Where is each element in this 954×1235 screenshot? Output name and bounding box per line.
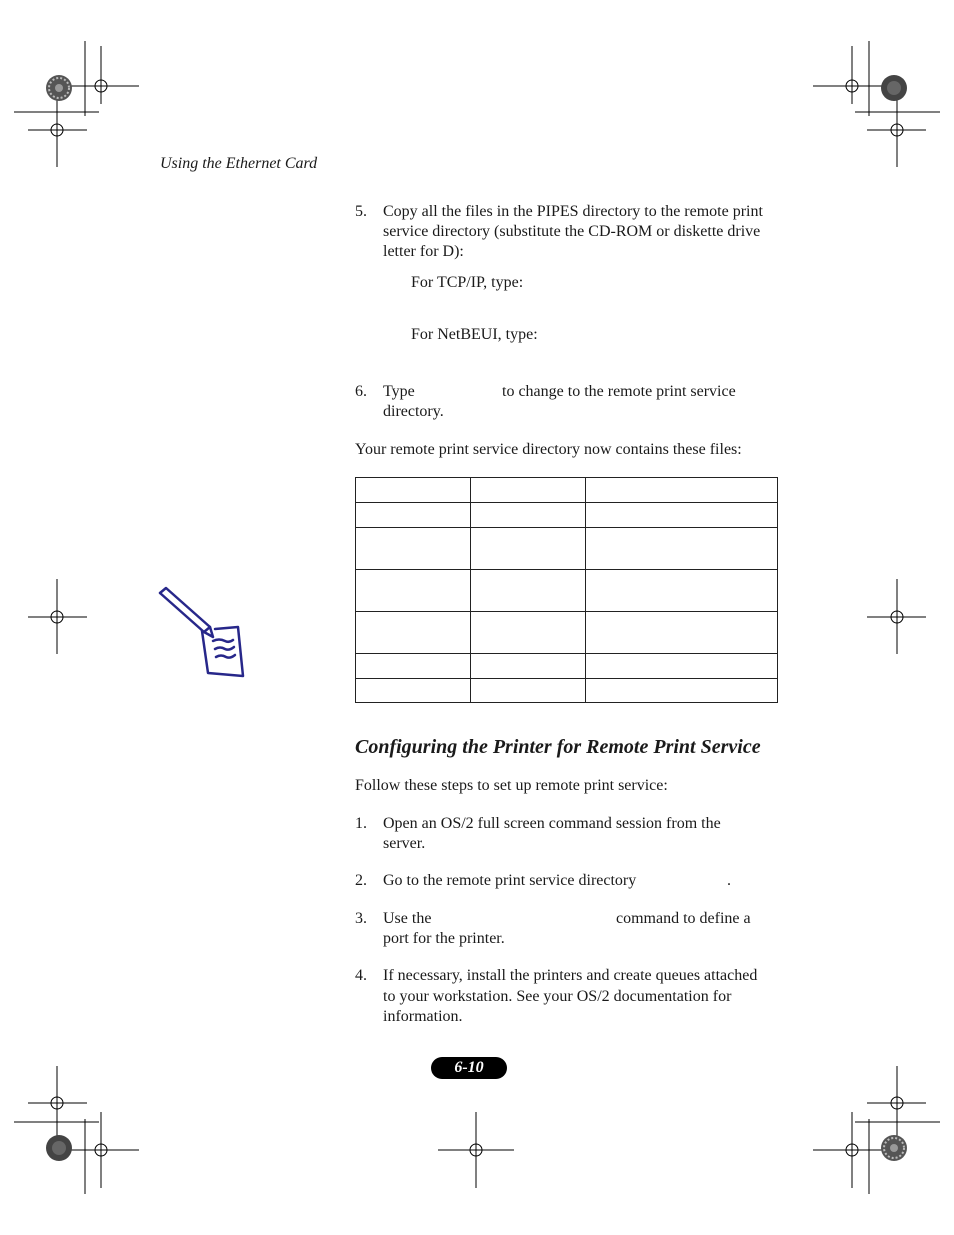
- step-number: 2.: [355, 872, 367, 889]
- tcpip-line: For TCP/IP, type:: [411, 274, 524, 291]
- table-cell: [356, 679, 471, 703]
- step-number: 1.: [355, 815, 367, 832]
- step-number: 6.: [355, 383, 367, 400]
- table-row: [356, 654, 778, 679]
- registration-mark-icon: [813, 46, 890, 104]
- table-cell: [586, 478, 778, 503]
- step-text: Open an OS/2 full screen command session from the: [383, 815, 721, 832]
- step-text: command to define a: [616, 910, 751, 927]
- step-text: server.: [383, 835, 426, 852]
- files-intro: Your remote print service directory now contains these files:: [355, 441, 742, 458]
- registration-mark-icon: [62, 1112, 139, 1188]
- table-cell: [356, 612, 471, 654]
- step-text: Go to the remote print service directory: [383, 872, 637, 889]
- step-text: Use the: [383, 910, 432, 927]
- step-text: to your workstation. See your OS/2 documentation for: [383, 988, 732, 1005]
- table-cell: [586, 570, 778, 612]
- files-table: [355, 477, 778, 703]
- step-text: Copy all the files in the PIPES directory to the remote print service directory (substitute the CD-ROM or diskette drive letter for D):: [383, 203, 763, 260]
- table-cell: [470, 478, 586, 503]
- section-intro: Follow these steps to set up remote print service:: [355, 777, 668, 794]
- page-number: 6-10: [431, 1057, 507, 1079]
- table-cell: [356, 528, 471, 570]
- registration-mark-icon: [28, 92, 87, 167]
- table-cell: [356, 503, 471, 528]
- registration-mark-icon: [867, 579, 926, 654]
- table-cell: [470, 503, 586, 528]
- table-row: [356, 612, 778, 654]
- table-cell: [586, 528, 778, 570]
- registration-mark-icon: [28, 1066, 87, 1141]
- table-cell: [586, 679, 778, 703]
- table-cell: [356, 654, 471, 679]
- note-pencil-icon: [155, 585, 250, 680]
- table-cell: [356, 570, 471, 612]
- step-number: 4.: [355, 967, 367, 984]
- table-cell: [470, 528, 586, 570]
- section-heading: Configuring the Printer for Remote Print Service: [355, 736, 761, 758]
- table-row: [356, 679, 778, 703]
- netbeui-line: For NetBEUI, type:: [411, 326, 538, 343]
- table-cell: [586, 612, 778, 654]
- table-row: [356, 570, 778, 612]
- table-cell: [470, 654, 586, 679]
- registration-mark-icon: [867, 92, 926, 167]
- registration-mark-icon: [813, 1112, 890, 1188]
- running-header: Using the Ethernet Card: [160, 155, 318, 172]
- table-cell: [470, 679, 586, 703]
- table-row: [356, 528, 778, 570]
- step-text-start: Type: [383, 383, 415, 400]
- table-cell: [356, 478, 471, 503]
- starburst-target-icon: [46, 1135, 72, 1161]
- registration-mark-icon: [28, 579, 87, 654]
- step-text-period: .: [727, 872, 731, 889]
- table-cell: [470, 570, 586, 612]
- starburst-target-icon: [46, 75, 72, 101]
- registration-mark-icon: [867, 1066, 926, 1141]
- step-number: 5.: [355, 203, 367, 220]
- table-cell: [470, 612, 586, 654]
- table-row: [356, 503, 778, 528]
- table-row: [356, 478, 778, 503]
- registration-mark-icon: [62, 46, 139, 104]
- table-cell: [586, 654, 778, 679]
- table-cell: [586, 503, 778, 528]
- starburst-target-icon: [881, 75, 907, 101]
- step-number: 3.: [355, 910, 367, 927]
- step-text-rest: to change to the remote print service directory.: [383, 383, 736, 420]
- step-text: If necessary, install the printers and create queues attached: [383, 967, 758, 984]
- step-text: information.: [383, 1008, 463, 1025]
- registration-mark-icon: [438, 1112, 514, 1188]
- step-text: port for the printer.: [383, 930, 505, 947]
- starburst-target-icon: [881, 1135, 907, 1161]
